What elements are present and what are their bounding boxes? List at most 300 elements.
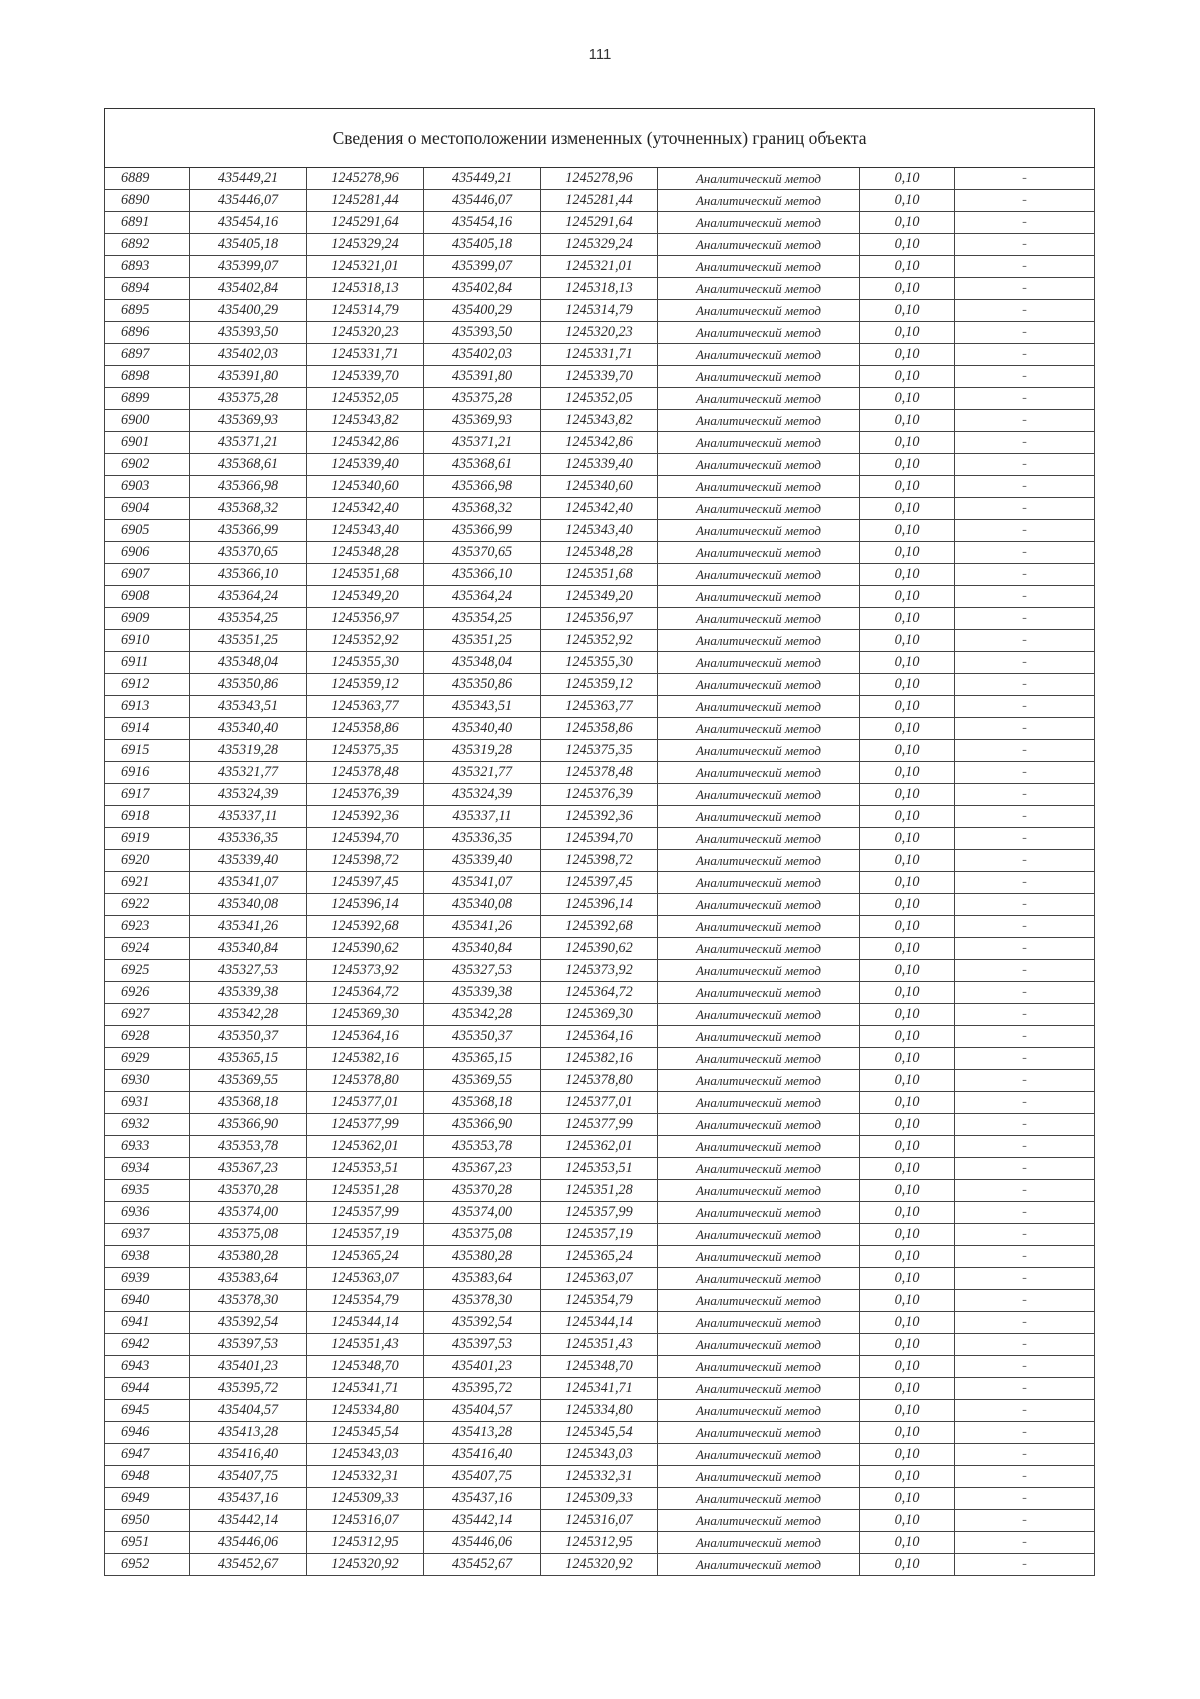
point-number-cell: 6904 [105, 498, 190, 520]
table-row [105, 498, 1095, 520]
table-row [105, 278, 1095, 300]
description-cell: - [955, 762, 1095, 784]
description-cell: - [955, 520, 1095, 542]
x-existing-cell: 435340,08 [190, 894, 307, 916]
y-existing-cell: 1245352,05 [307, 388, 424, 410]
x-new-cell: 435340,08 [424, 894, 541, 916]
y-new-cell: 1245348,28 [541, 542, 658, 564]
table-row [105, 1488, 1095, 1510]
y-existing-cell: 1245376,39 [307, 784, 424, 806]
point-number-cell: 6932 [105, 1114, 190, 1136]
description-cell: - [955, 806, 1095, 828]
accuracy-cell: 0,10 [860, 344, 955, 366]
x-existing-cell: 435366,10 [190, 564, 307, 586]
description-cell: - [955, 1070, 1095, 1092]
table-row [105, 696, 1095, 718]
y-new-cell: 1245291,64 [541, 212, 658, 234]
table-row [105, 1356, 1095, 1378]
description-cell: - [955, 542, 1095, 564]
x-new-cell: 435404,57 [424, 1400, 541, 1422]
x-new-cell: 435341,07 [424, 872, 541, 894]
y-existing-cell: 1245397,45 [307, 872, 424, 894]
x-new-cell: 435327,53 [424, 960, 541, 982]
x-new-cell: 435446,06 [424, 1532, 541, 1554]
accuracy-cell: 0,10 [860, 1378, 955, 1400]
description-cell: - [955, 1026, 1095, 1048]
x-existing-cell: 435446,07 [190, 190, 307, 212]
y-existing-cell: 1245363,77 [307, 696, 424, 718]
y-existing-cell: 1245382,16 [307, 1048, 424, 1070]
description-cell: - [955, 300, 1095, 322]
method-cell: Аналитический метод [658, 1488, 860, 1510]
point-number-cell: 6935 [105, 1180, 190, 1202]
table-row [105, 872, 1095, 894]
table-row [105, 432, 1095, 454]
x-new-cell: 435392,54 [424, 1312, 541, 1334]
point-number-cell: 6911 [105, 652, 190, 674]
accuracy-cell: 0,10 [860, 674, 955, 696]
x-existing-cell: 435402,84 [190, 278, 307, 300]
description-cell: - [955, 1466, 1095, 1488]
accuracy-cell: 0,10 [860, 1400, 955, 1422]
x-new-cell: 435366,99 [424, 520, 541, 542]
x-new-cell: 435366,90 [424, 1114, 541, 1136]
accuracy-cell: 0,10 [860, 190, 955, 212]
point-number-cell: 6896 [105, 322, 190, 344]
accuracy-cell: 0,10 [860, 1048, 955, 1070]
y-new-cell: 1245342,86 [541, 432, 658, 454]
method-cell: Аналитический метод [658, 784, 860, 806]
x-existing-cell: 435413,28 [190, 1422, 307, 1444]
description-cell: - [955, 564, 1095, 586]
accuracy-cell: 0,10 [860, 454, 955, 476]
description-cell: - [955, 938, 1095, 960]
point-number-cell: 6891 [105, 212, 190, 234]
y-new-cell: 1245369,30 [541, 1004, 658, 1026]
table-row [105, 784, 1095, 806]
description-cell: - [955, 1048, 1095, 1070]
y-existing-cell: 1245334,80 [307, 1400, 424, 1422]
x-new-cell: 435391,80 [424, 366, 541, 388]
description-cell: - [955, 212, 1095, 234]
accuracy-cell: 0,10 [860, 1466, 955, 1488]
point-number-cell: 6948 [105, 1466, 190, 1488]
method-cell: Аналитический метод [658, 938, 860, 960]
point-number-cell: 6925 [105, 960, 190, 982]
x-existing-cell: 435327,53 [190, 960, 307, 982]
table-row [105, 1444, 1095, 1466]
x-existing-cell: 435319,28 [190, 740, 307, 762]
method-cell: Аналитический метод [658, 586, 860, 608]
x-new-cell: 435400,29 [424, 300, 541, 322]
method-cell: Аналитический метод [658, 388, 860, 410]
x-existing-cell: 435397,53 [190, 1334, 307, 1356]
method-cell: Аналитический метод [658, 652, 860, 674]
method-cell: Аналитический метод [658, 1334, 860, 1356]
description-cell: - [955, 1532, 1095, 1554]
x-existing-cell: 435339,38 [190, 982, 307, 1004]
y-existing-cell: 1245332,31 [307, 1466, 424, 1488]
description-cell: - [955, 630, 1095, 652]
description-cell: - [955, 1334, 1095, 1356]
x-existing-cell: 435404,57 [190, 1400, 307, 1422]
y-existing-cell: 1245357,99 [307, 1202, 424, 1224]
point-number-cell: 6944 [105, 1378, 190, 1400]
accuracy-cell: 0,10 [860, 1224, 955, 1246]
accuracy-cell: 0,10 [860, 916, 955, 938]
y-existing-cell: 1245316,07 [307, 1510, 424, 1532]
method-cell: Аналитический метод [658, 674, 860, 696]
x-new-cell: 435342,28 [424, 1004, 541, 1026]
y-new-cell: 1245376,39 [541, 784, 658, 806]
y-existing-cell: 1245320,23 [307, 322, 424, 344]
y-new-cell: 1245392,36 [541, 806, 658, 828]
description-cell: - [955, 872, 1095, 894]
description-cell: - [955, 410, 1095, 432]
x-existing-cell: 435446,06 [190, 1532, 307, 1554]
x-existing-cell: 435416,40 [190, 1444, 307, 1466]
y-existing-cell: 1245377,99 [307, 1114, 424, 1136]
accuracy-cell: 0,10 [860, 234, 955, 256]
point-number-cell: 6915 [105, 740, 190, 762]
y-existing-cell: 1245320,92 [307, 1554, 424, 1576]
x-existing-cell: 435341,26 [190, 916, 307, 938]
y-new-cell: 1245358,86 [541, 718, 658, 740]
method-cell: Аналитический метод [658, 1510, 860, 1532]
point-number-cell: 6899 [105, 388, 190, 410]
method-cell: Аналитический метод [658, 1114, 860, 1136]
point-number-cell: 6910 [105, 630, 190, 652]
description-cell: - [955, 894, 1095, 916]
y-new-cell: 1245359,12 [541, 674, 658, 696]
table-caption-row [105, 109, 1095, 168]
method-cell: Аналитический метод [658, 454, 860, 476]
y-new-cell: 1245364,16 [541, 1026, 658, 1048]
description-cell: - [955, 828, 1095, 850]
y-new-cell: 1245375,35 [541, 740, 658, 762]
x-existing-cell: 435367,23 [190, 1158, 307, 1180]
point-number-cell: 6934 [105, 1158, 190, 1180]
table-row [105, 1246, 1095, 1268]
table-row [105, 806, 1095, 828]
x-new-cell: 435354,25 [424, 608, 541, 630]
x-existing-cell: 435454,16 [190, 212, 307, 234]
accuracy-cell: 0,10 [860, 1312, 955, 1334]
method-cell: Аналитический метод [658, 1070, 860, 1092]
x-new-cell: 435369,93 [424, 410, 541, 432]
description-cell: - [955, 696, 1095, 718]
method-cell: Аналитический метод [658, 806, 860, 828]
x-existing-cell: 435400,29 [190, 300, 307, 322]
y-existing-cell: 1245353,51 [307, 1158, 424, 1180]
point-number-cell: 6898 [105, 366, 190, 388]
x-new-cell: 435393,50 [424, 322, 541, 344]
y-new-cell: 1245365,24 [541, 1246, 658, 1268]
table-row [105, 740, 1095, 762]
y-new-cell: 1245377,01 [541, 1092, 658, 1114]
y-existing-cell: 1245348,70 [307, 1356, 424, 1378]
method-cell: Аналитический метод [658, 190, 860, 212]
y-existing-cell: 1245362,01 [307, 1136, 424, 1158]
y-existing-cell: 1245339,70 [307, 366, 424, 388]
y-new-cell: 1245339,40 [541, 454, 658, 476]
method-cell: Аналитический метод [658, 498, 860, 520]
point-number-cell: 6921 [105, 872, 190, 894]
x-new-cell: 435402,03 [424, 344, 541, 366]
description-cell: - [955, 586, 1095, 608]
x-existing-cell: 435402,03 [190, 344, 307, 366]
method-cell: Аналитический метод [658, 872, 860, 894]
x-new-cell: 435449,21 [424, 168, 541, 190]
point-number-cell: 6952 [105, 1554, 190, 1576]
description-cell: - [955, 1136, 1095, 1158]
x-existing-cell: 435449,21 [190, 168, 307, 190]
x-existing-cell: 435339,40 [190, 850, 307, 872]
accuracy-cell: 0,10 [860, 1290, 955, 1312]
accuracy-cell: 0,10 [860, 1356, 955, 1378]
y-new-cell: 1245320,23 [541, 322, 658, 344]
x-existing-cell: 435324,39 [190, 784, 307, 806]
method-cell: Аналитический метод [658, 278, 860, 300]
description-cell: - [955, 1004, 1095, 1026]
table-row [105, 322, 1095, 344]
y-new-cell: 1245349,20 [541, 586, 658, 608]
x-new-cell: 435336,35 [424, 828, 541, 850]
x-new-cell: 435324,39 [424, 784, 541, 806]
accuracy-cell: 0,10 [860, 894, 955, 916]
x-new-cell: 435442,14 [424, 1510, 541, 1532]
method-cell: Аналитический метод [658, 542, 860, 564]
x-existing-cell: 435395,72 [190, 1378, 307, 1400]
table-row [105, 256, 1095, 278]
x-new-cell: 435368,32 [424, 498, 541, 520]
y-existing-cell: 1245348,28 [307, 542, 424, 564]
y-new-cell: 1245344,14 [541, 1312, 658, 1334]
table-row [105, 960, 1095, 982]
x-new-cell: 435375,28 [424, 388, 541, 410]
x-existing-cell: 435369,93 [190, 410, 307, 432]
y-existing-cell: 1245394,70 [307, 828, 424, 850]
x-new-cell: 435368,18 [424, 1092, 541, 1114]
method-cell: Аналитический метод [658, 960, 860, 982]
point-number-cell: 6951 [105, 1532, 190, 1554]
y-new-cell: 1245364,72 [541, 982, 658, 1004]
y-new-cell: 1245353,51 [541, 1158, 658, 1180]
x-existing-cell: 435351,25 [190, 630, 307, 652]
accuracy-cell: 0,10 [860, 322, 955, 344]
table-row [105, 674, 1095, 696]
description-cell: - [955, 1202, 1095, 1224]
x-existing-cell: 435368,18 [190, 1092, 307, 1114]
x-new-cell: 435343,51 [424, 696, 541, 718]
point-number-cell: 6949 [105, 1488, 190, 1510]
table-row [105, 938, 1095, 960]
x-new-cell: 435366,10 [424, 564, 541, 586]
x-existing-cell: 435364,24 [190, 586, 307, 608]
y-existing-cell: 1245281,44 [307, 190, 424, 212]
description-cell: - [955, 850, 1095, 872]
x-new-cell: 435399,07 [424, 256, 541, 278]
accuracy-cell: 0,10 [860, 1510, 955, 1532]
y-existing-cell: 1245343,03 [307, 1444, 424, 1466]
y-existing-cell: 1245358,86 [307, 718, 424, 740]
accuracy-cell: 0,10 [860, 1114, 955, 1136]
method-cell: Аналитический метод [658, 1048, 860, 1070]
x-new-cell: 435337,11 [424, 806, 541, 828]
table-row [105, 300, 1095, 322]
x-new-cell: 435378,30 [424, 1290, 541, 1312]
method-cell: Аналитический метод [658, 322, 860, 344]
accuracy-cell: 0,10 [860, 278, 955, 300]
x-new-cell: 435366,98 [424, 476, 541, 498]
x-existing-cell: 435452,67 [190, 1554, 307, 1576]
method-cell: Аналитический метод [658, 740, 860, 762]
point-number-cell: 6902 [105, 454, 190, 476]
table-row [105, 520, 1095, 542]
x-existing-cell: 435343,51 [190, 696, 307, 718]
accuracy-cell: 0,10 [860, 652, 955, 674]
method-cell: Аналитический метод [658, 608, 860, 630]
x-new-cell: 435340,84 [424, 938, 541, 960]
y-existing-cell: 1245341,71 [307, 1378, 424, 1400]
point-number-cell: 6894 [105, 278, 190, 300]
table-row [105, 344, 1095, 366]
description-cell: - [955, 1422, 1095, 1444]
y-existing-cell: 1245345,54 [307, 1422, 424, 1444]
point-number-cell: 6924 [105, 938, 190, 960]
y-existing-cell: 1245364,72 [307, 982, 424, 1004]
table-row [105, 1466, 1095, 1488]
y-existing-cell: 1245318,13 [307, 278, 424, 300]
description-cell: - [955, 476, 1095, 498]
point-number-cell: 6933 [105, 1136, 190, 1158]
point-number-cell: 6903 [105, 476, 190, 498]
boundary-table [104, 108, 1095, 1576]
table-row [105, 762, 1095, 784]
page-number: 111 [588, 46, 612, 63]
table-row [105, 410, 1095, 432]
y-existing-cell: 1245349,20 [307, 586, 424, 608]
y-existing-cell: 1245340,60 [307, 476, 424, 498]
x-existing-cell: 435375,08 [190, 1224, 307, 1246]
point-number-cell: 6923 [105, 916, 190, 938]
point-number-cell: 6905 [105, 520, 190, 542]
table-row [105, 564, 1095, 586]
accuracy-cell: 0,10 [860, 806, 955, 828]
x-new-cell: 435413,28 [424, 1422, 541, 1444]
table-row [105, 1158, 1095, 1180]
accuracy-cell: 0,10 [860, 1136, 955, 1158]
description-cell: - [955, 740, 1095, 762]
description-cell: - [955, 652, 1095, 674]
accuracy-cell: 0,10 [860, 388, 955, 410]
method-cell: Аналитический метод [658, 1202, 860, 1224]
x-new-cell: 435321,77 [424, 762, 541, 784]
y-new-cell: 1245321,01 [541, 256, 658, 278]
point-number-cell: 6940 [105, 1290, 190, 1312]
table-row [105, 1334, 1095, 1356]
accuracy-cell: 0,10 [860, 586, 955, 608]
accuracy-cell: 0,10 [860, 498, 955, 520]
accuracy-cell: 0,10 [860, 1334, 955, 1356]
accuracy-cell: 0,10 [860, 1004, 955, 1026]
method-cell: Аналитический метод [658, 1444, 860, 1466]
point-number-cell: 6943 [105, 1356, 190, 1378]
x-new-cell: 435350,86 [424, 674, 541, 696]
method-cell: Аналитический метод [658, 1356, 860, 1378]
table-body [105, 168, 1095, 1576]
point-number-cell: 6913 [105, 696, 190, 718]
x-new-cell: 435340,40 [424, 718, 541, 740]
y-existing-cell: 1245331,71 [307, 344, 424, 366]
description-cell: - [955, 1158, 1095, 1180]
x-new-cell: 435395,72 [424, 1378, 541, 1400]
y-existing-cell: 1245355,30 [307, 652, 424, 674]
method-cell: Аналитический метод [658, 1400, 860, 1422]
y-existing-cell: 1245312,95 [307, 1532, 424, 1554]
y-new-cell: 1245354,79 [541, 1290, 658, 1312]
description-cell: - [955, 256, 1095, 278]
y-existing-cell: 1245392,68 [307, 916, 424, 938]
point-number-cell: 6938 [105, 1246, 190, 1268]
x-existing-cell: 435370,65 [190, 542, 307, 564]
table-row [105, 1400, 1095, 1422]
accuracy-cell: 0,10 [860, 212, 955, 234]
x-new-cell: 435339,40 [424, 850, 541, 872]
x-existing-cell: 435348,04 [190, 652, 307, 674]
y-existing-cell: 1245342,40 [307, 498, 424, 520]
y-existing-cell: 1245352,92 [307, 630, 424, 652]
y-existing-cell: 1245351,68 [307, 564, 424, 586]
x-existing-cell: 435337,11 [190, 806, 307, 828]
method-cell: Аналитический метод [658, 894, 860, 916]
table-row [105, 916, 1095, 938]
description-cell: - [955, 498, 1095, 520]
table-row [105, 212, 1095, 234]
x-new-cell: 435339,38 [424, 982, 541, 1004]
y-new-cell: 1245341,71 [541, 1378, 658, 1400]
x-new-cell: 435380,28 [424, 1246, 541, 1268]
x-new-cell: 435353,78 [424, 1136, 541, 1158]
y-new-cell: 1245312,95 [541, 1532, 658, 1554]
y-existing-cell: 1245339,40 [307, 454, 424, 476]
description-cell: - [955, 344, 1095, 366]
y-new-cell: 1245318,13 [541, 278, 658, 300]
y-new-cell: 1245362,01 [541, 1136, 658, 1158]
y-new-cell: 1245351,43 [541, 1334, 658, 1356]
point-number-cell: 6926 [105, 982, 190, 1004]
y-new-cell: 1245352,05 [541, 388, 658, 410]
point-number-cell: 6908 [105, 586, 190, 608]
point-number-cell: 6950 [105, 1510, 190, 1532]
x-existing-cell: 435350,86 [190, 674, 307, 696]
description-cell: - [955, 234, 1095, 256]
accuracy-cell: 0,10 [860, 740, 955, 762]
accuracy-cell: 0,10 [860, 1554, 955, 1576]
method-cell: Аналитический метод [658, 630, 860, 652]
method-cell: Аналитический метод [658, 168, 860, 190]
accuracy-cell: 0,10 [860, 960, 955, 982]
y-new-cell: 1245316,07 [541, 1510, 658, 1532]
point-number-cell: 6919 [105, 828, 190, 850]
method-cell: Аналитический метод [658, 1158, 860, 1180]
y-existing-cell: 1245396,14 [307, 894, 424, 916]
x-existing-cell: 435371,21 [190, 432, 307, 454]
accuracy-cell: 0,10 [860, 828, 955, 850]
y-new-cell: 1245343,40 [541, 520, 658, 542]
y-existing-cell: 1245351,28 [307, 1180, 424, 1202]
method-cell: Аналитический метод [658, 212, 860, 234]
